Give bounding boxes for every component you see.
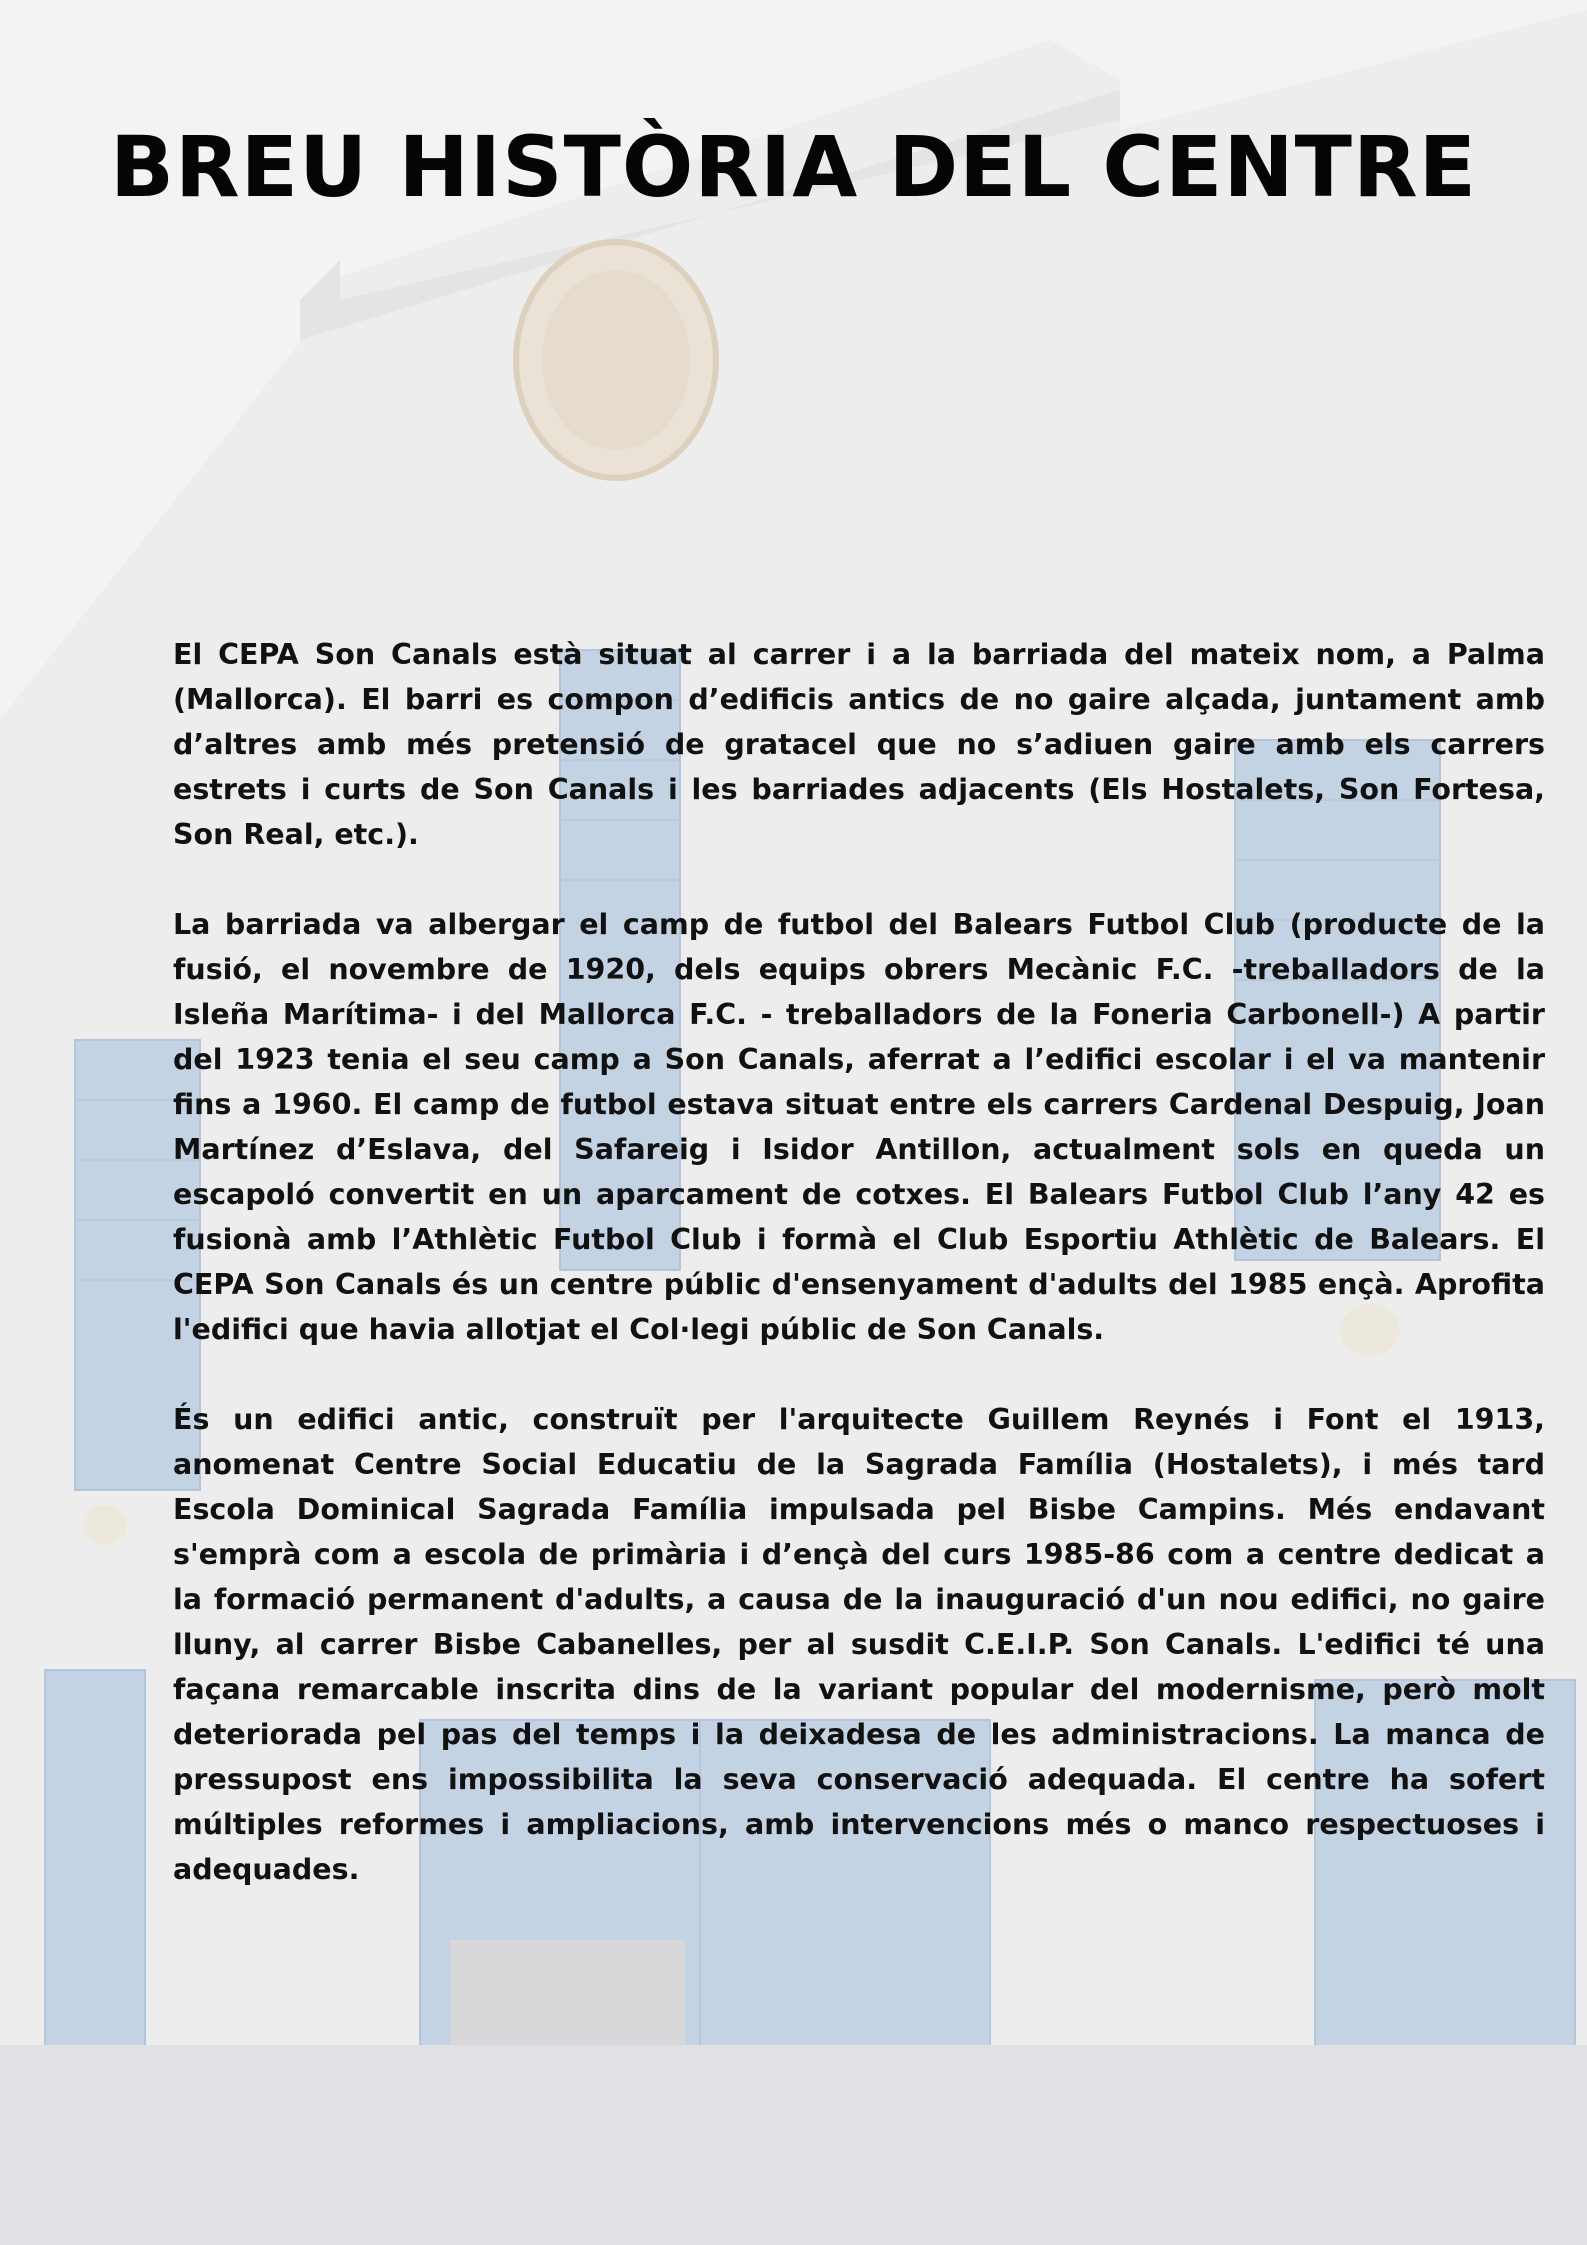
- history-text: [173, 632, 1545, 1937]
- paragraph-location: El CEPA Son Canals està situat al carrer i a la barriada del mateix nom, a Palma (Mallorca). El barri es compon d’edificis antics de no gaire alçada, juntament amb d’altres amb més pretensió de gratacel que no s’adiuen gaire amb els carrers estrets i curts de Son Canals i les barriades adjacents (Els Hostalets, Son Fortesa, Son Real, etc.).: [173, 638, 1545, 851]
- paragraph-football-club: La barriada va albergar el camp de futbol del Balears Futbol Club (producte de la fusió, el novembre de 1920, dels equips obrers Mecànic F.C. -treballadors de la Isleña Marítima- i del Mallorca F.C. - treballadors de la Foneria Carbonell-) A partir del 1923 tenia el seu camp a Son Canals, aferrat a l’edifici escolar i el va mantenir fins a 1960. El camp de futbol estava situat entre els carrers Cardenal Despuig, Joan Martínez d’Eslava, del Safareig i Isidor Antillon, actualment sols en queda un escapoló convertit en un aparcament de cotxes. El Balears Futbol Club l’any 42 es fusionà amb l’Athlètic Futbol Club i formà el Club Esportiu Athlètic de Balears. El CEPA Son Canals és un centre públic d'ensenyament d'adults del 1985 ençà. Aprofita l'edifici que havia allotjat el Col·legi públic de Son Canals.: [173, 908, 1545, 1346]
- page-title: BREU HISTÒRIA DEL CENTRE: [109, 118, 1478, 216]
- paragraph-building: És un edifici antic, construït per l'arquitecte Guillem Reynés i Font el 1913, anomenat Centre Social Educatiu de la Sagrada Família (Hostalets), i més tard Escola Dominical Sagrada Família impulsada pel Bisbe Campins. Més endavant s'emprà com a escola de primària i d’ençà del curs 1985-86 com a centre dedicat a la formació permanent d'adults, a causa de la inauguració d'un nou edifici, no gaire lluny, al carrer Bisbe Cabanelles, per al susdit C.E.I.P. Son Canals. L'edifici té una façana remarcable inscrita dins de la variant popular del modernisme, però molt deteriorada pel pas del temps i la deixadesa de les administracions. La manca de pressupost ens impossibilita la seva conservació adequada. El centre ha sofert múltiples reformes i ampliacions, amb intervencions més o manco respectuoses i adequades.: [173, 1403, 1545, 1886]
